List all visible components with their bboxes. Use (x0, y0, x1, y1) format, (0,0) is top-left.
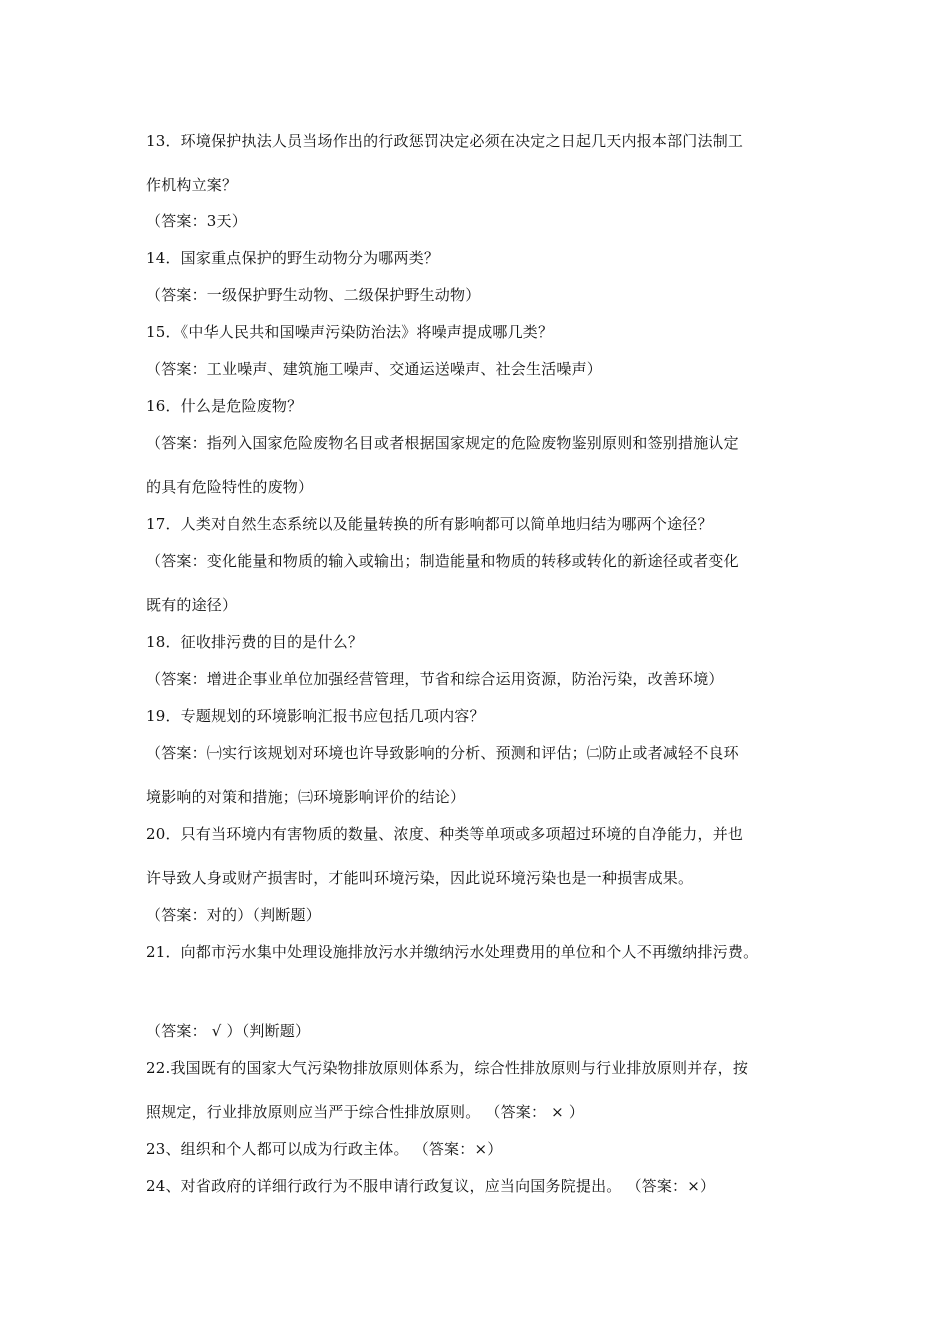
q17-question: 17．人类对自然生态系统以及能量转换的所有影响都可以简单地归结为哪两个途径？ (146, 515, 713, 533)
q13-line-1: 13．环境保护执法人员当场作出的行政惩罚决定必须在决定之日起几天内报本部门法制工 (146, 132, 744, 150)
q15-question: 15．《中华人民共和国噪声污染防治法》将噪声提成哪几类？ (146, 323, 554, 341)
q14-question: 14．国家重点保护的野生动物分为哪两类？ (146, 249, 440, 267)
q20-line-2: 许导致人身或财产损害时，才能叫环境污染，因此说环境污染也是一种损害成果。 (146, 869, 694, 887)
q18-answer: （答案：增进企事业单位加强经营管理，节省和综合运用资源，防治污染，改善环境） (146, 670, 724, 688)
q20-answer: （答案：对的）（判断题） (146, 906, 321, 924)
q19-answer-line-1: （答案：㈠实行该规划对环境也许导致影响的分析、预测和评估；㈡防止或者减轻不良环 (146, 744, 739, 762)
q16-answer-line-2: 的具有危险特性的废物） (146, 478, 314, 496)
q18-question: 18．征收排污费的目的是什么？ (146, 633, 364, 651)
q15-answer: （答案：工业噪声、建筑施工噪声、交通运送噪声、社会生活噪声） (146, 360, 603, 378)
q20-line-1: 20．只有当环境内有害物质的数量、浓度、种类等单项或多项超过环境的自净能力，并也 (146, 825, 744, 843)
q19-answer-line-2: 境影响的对策和措施；㈢环境影响评价的结论） (146, 788, 466, 806)
q23-line: 23、组织和个人都可以成为行政主体。 （答案：×） (146, 1140, 503, 1158)
q22-line-1: 22.我国既有的国家大气污染物排放原则体系为，综合性排放原则与行业排放原则并存，按 (146, 1059, 749, 1077)
q21-question: 21．向都市污水集中处理设施排放污水并缴纳污水处理费用的单位和个人不再缴纳排污费。 (146, 943, 759, 961)
q21-answer: （答案： √ ）（判断题） (146, 1022, 311, 1040)
q16-question: 16．什么是危险废物？ (146, 397, 303, 415)
q13-answer: （答案：3天） (146, 212, 247, 230)
q13-line-2: 作机构立案？ (146, 176, 238, 194)
q14-answer: （答案：一级保护野生动物、二级保护野生动物） (146, 286, 481, 304)
q17-answer-line-1: （答案：变化能量和物质的输入或输出；制造能量和物质的转移或转化的新途径或者变化 (146, 552, 739, 570)
q19-question: 19．专题规划的环境影响汇报书应包括几项内容？ (146, 707, 485, 725)
q22-line-2: 照规定，行业排放原则应当严于综合性排放原则。 （答案： × ） (146, 1103, 585, 1121)
q24-line: 24、对省政府的详细行政行为不服申请行政复议，应当向国务院提出。 （答案：×） (146, 1177, 716, 1195)
q16-answer-line-1: （答案：指列入国家危险废物名目或者根据国家规定的危险废物鉴别原则和签别措施认定 (146, 434, 739, 452)
q17-answer-line-2: 既有的途径） (146, 596, 238, 614)
